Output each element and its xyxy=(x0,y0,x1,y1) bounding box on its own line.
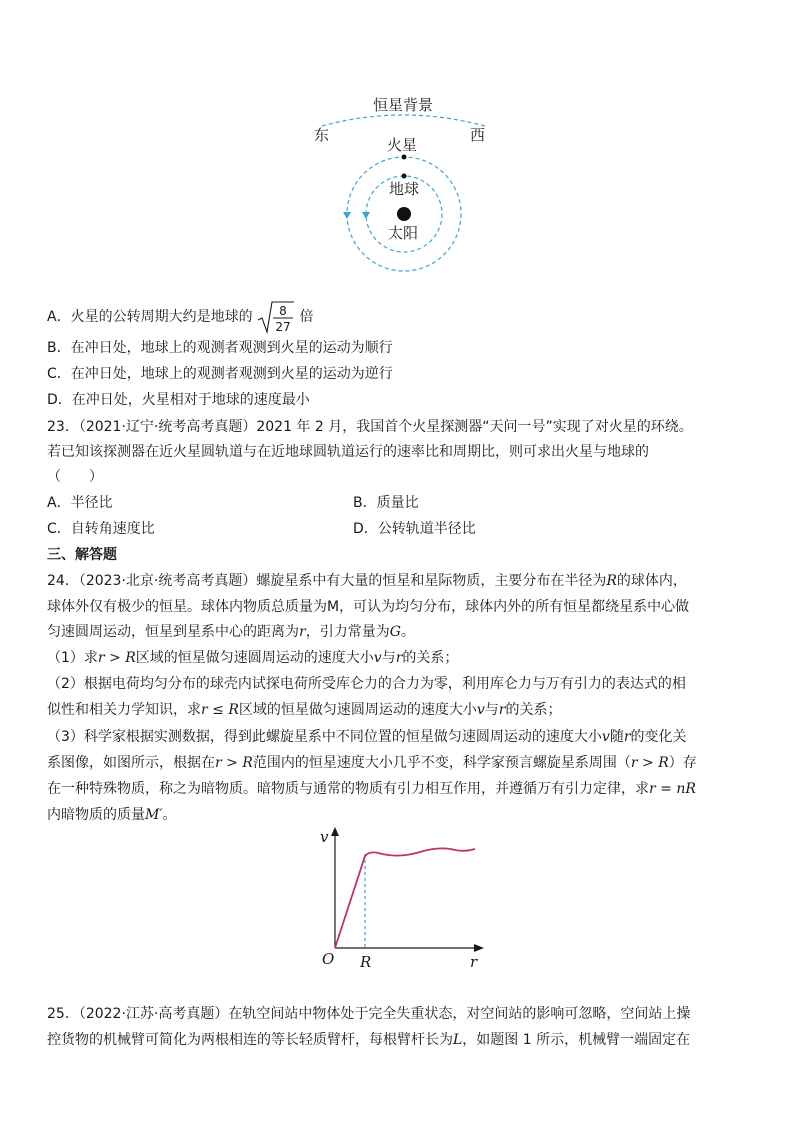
east-label: 东 xyxy=(314,126,330,144)
x-axis-arrow xyxy=(474,944,484,952)
q25-l2a: 控货物的机械臂可简化为两根相连的等长轻质臂杆，每根臂杆长为 xyxy=(47,1032,453,1048)
var-r: r xyxy=(395,650,403,666)
west-label: 西 xyxy=(470,126,486,144)
rotation-curve-figure xyxy=(310,824,490,972)
cond-r-le-R: r ≤ R xyxy=(201,702,239,718)
q23-option-d: D．公转轨道半径比 xyxy=(353,521,476,537)
q23-option-b: B．质量比 xyxy=(353,495,419,511)
var-r: r xyxy=(299,624,306,640)
var-G: G xyxy=(389,624,401,640)
q24-p2d: 的关系； xyxy=(505,702,562,718)
q24-p3l1b: 随 xyxy=(609,729,624,745)
q24-l1b: 的球体内， xyxy=(616,573,687,589)
star-background-label: 恒星背景 xyxy=(372,96,434,114)
q24-part3-line1 xyxy=(47,727,687,747)
cond-r-gt-R: r > R xyxy=(215,755,253,771)
var-v: v xyxy=(373,650,382,666)
q23-stem-line2: 若已知该探测器在近火星圆轨道与在近地球圆轨道运行的速率比和周期比，则可求出火星与地球的 xyxy=(47,444,649,460)
mars-orbit-arrow xyxy=(343,212,351,219)
q23-option-c: C．自转角速度比 xyxy=(47,521,155,537)
q24-part1 xyxy=(47,648,458,668)
sun-label: 太阳 xyxy=(387,224,419,242)
q24-stem-line1 xyxy=(47,571,687,591)
x-axis-label: r xyxy=(470,953,478,971)
q24-p3l1a: （3）科学家根据实测数据，得到此螺旋星系中不同位置的恒星做匀速圆周运动的速度大小 xyxy=(47,729,602,745)
velocity-curve xyxy=(335,848,475,948)
earth-dot xyxy=(402,174,407,179)
q24-l3a: 匀速圆周运动，恒星到星系中心的距离为 xyxy=(47,624,299,640)
var-v: v xyxy=(601,729,610,745)
q22-option-a xyxy=(47,300,314,334)
q24-part2-line2 xyxy=(47,700,562,720)
q24-p3l4a: 内暗物质的质量 xyxy=(47,807,145,823)
q24-p2c: 与 xyxy=(484,702,499,718)
cond-r-gt-R: r > R xyxy=(97,650,136,666)
y-axis-arrow xyxy=(331,827,339,836)
q24-part3-line2 xyxy=(47,753,697,773)
q22-option-a-suffix: 倍 xyxy=(299,309,314,325)
q24-p2b: 区域的恒星做匀速圆周运动的速度大小 xyxy=(238,702,477,718)
sun-dot xyxy=(397,207,411,221)
q23-stem-line3: （ ） xyxy=(47,469,103,485)
q24-l3b: ，引力常量为 xyxy=(305,624,390,640)
q24-l3c: 。 xyxy=(400,624,415,640)
earth-orbit-arrow xyxy=(362,212,370,219)
q24-p1c: 与 xyxy=(381,650,396,666)
mars-label: 火星 xyxy=(386,136,418,154)
cond-r-eq-nR: r = nR xyxy=(649,781,696,797)
r-tick-label: R xyxy=(360,953,372,971)
q24-p3l2a: 系图像，如图所示，根据在 xyxy=(47,755,215,771)
var-r: r xyxy=(623,729,631,745)
q24-p3l4b: 。 xyxy=(162,807,177,823)
var-r: r xyxy=(498,702,506,718)
var-v: v xyxy=(476,702,485,718)
q24-part3-line4 xyxy=(47,805,177,825)
q24-p1b: 区域的恒星做匀速圆周运动的速度大小 xyxy=(135,650,374,666)
q25-l2b: ，如题图 1 所示，机械臂一端固定在 xyxy=(462,1032,691,1048)
var-R: R xyxy=(606,573,617,589)
q22-option-b: B．在冲日处，地球上的观测者观测到火星的运动为顺行 xyxy=(47,340,393,356)
q22-option-c: C．在冲日处，地球上的观测者观测到火星的运动为逆行 xyxy=(47,366,393,382)
q22-option-a-text: A．火星的公转周期大约是地球的 xyxy=(47,309,253,325)
q24-stem-line3 xyxy=(47,622,415,642)
sqrt-denominator: 27 xyxy=(275,320,291,334)
section-heading: 三、解答题 xyxy=(47,547,117,563)
var-L: L xyxy=(453,1032,463,1048)
q23-stem-line1: 23．（2021·辽宁·统考高考真题）2021 年 2 月，我国首个火星探测器“天问一号”实现了对火星的环绕。 xyxy=(47,419,693,435)
y-axis-label: v xyxy=(320,828,329,846)
q24-part2-line1: （2）根据电荷均匀分布的球壳内试探电荷所受库仑力的合力为零，利用库仑力与万有引力的表达式的相 xyxy=(47,676,686,692)
q23-option-a: A．半径比 xyxy=(47,495,113,511)
origin-label: O xyxy=(322,950,335,968)
q25-stem-line1: 25．（2022·江苏·高考真题）在轨空间站中物体处于完全失重状态，对空间站的影响可忽略，空间站上操 xyxy=(47,1006,691,1022)
var-M-prime: M′ xyxy=(145,807,163,823)
cond-r-gt-R: r > R xyxy=(630,755,669,771)
q24-p3l1c: 的变化关 xyxy=(630,729,687,745)
q24-p2a: 似性和相关力学知识，求 xyxy=(47,702,201,718)
q24-p3l2c: ）存 xyxy=(668,755,697,771)
q24-l1a: 24．（2023·北京·统考高考真题）螺旋星系中有大量的恒星和星际物质，主要分布在半径为 xyxy=(47,573,607,589)
earth-label: 地球 xyxy=(388,180,420,198)
mars-orbit-figure xyxy=(300,86,500,276)
q24-p3l2b: 范围内的恒星速度大小几乎不变，科学家预言螺旋星系周围（ xyxy=(252,755,631,771)
sqrt-numerator: 8 xyxy=(279,304,287,318)
q24-p1d: 的关系； xyxy=(402,650,459,666)
q24-p3l3a: 在一种特殊物质，称之为暗物质。暗物质与通常的物质有引力相互作用，并遵循万有引力定律，求 xyxy=(47,781,649,797)
q24-stem-line2: 球体外仅有极少的恒星。球体内物质总质量为M，可认为均匀分布，球体内外的所有恒星都绕星系中心做 xyxy=(47,599,690,615)
q22-option-d: D．在冲日处，火星相对于地球的速度最小 xyxy=(47,392,310,408)
mars-dot xyxy=(402,155,407,160)
star-background-arc xyxy=(322,115,485,126)
sqrt-fraction xyxy=(257,300,295,334)
q24-p1a: （1）求 xyxy=(47,650,98,666)
q24-part3-line3 xyxy=(47,779,696,799)
q25-stem-line2 xyxy=(47,1030,690,1050)
